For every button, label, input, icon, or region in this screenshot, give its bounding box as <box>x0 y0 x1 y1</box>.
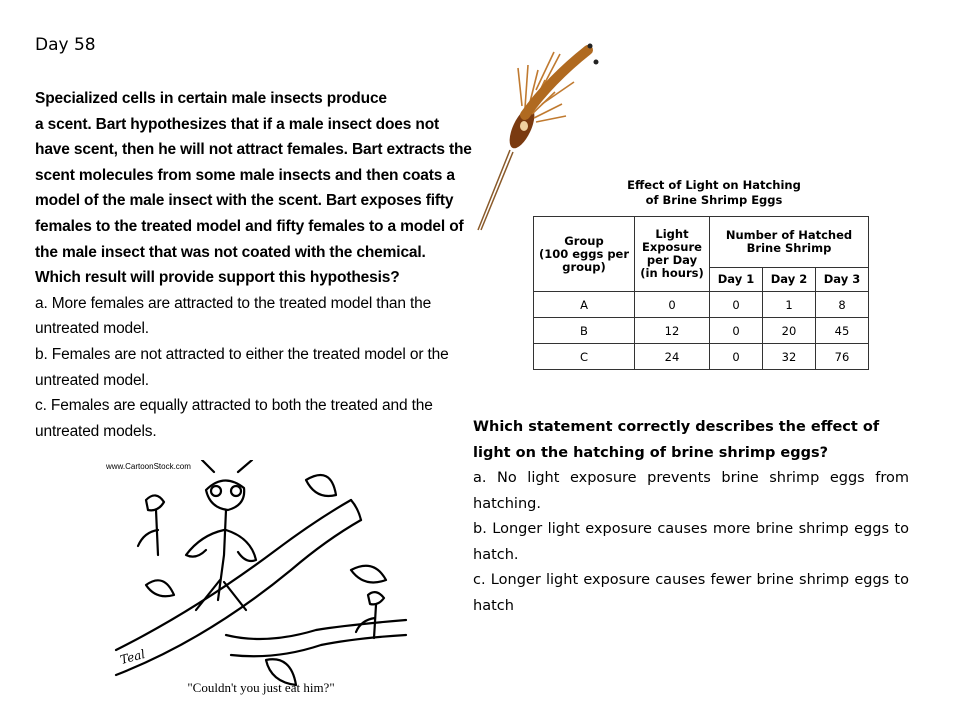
question-1-stem: Specialized cells in certain male insects produce a scent. Bart hypothesizes that if a male insect does not have scent, then he will not attract females. Bart extracts the scent molecules from some male insects and then coats a model of the male insect with the scent. Bart exposes fifty females to the treated model and fifty females to a model of the male insect that was not coated with the chemical. Which result will provide support this hypothesis? <box>35 90 472 287</box>
mantis-cartoon <box>106 460 416 705</box>
table-row <box>534 318 869 344</box>
question-1-option-a: a. More females are attracted to the treated model than the untreated model. <box>35 294 432 338</box>
brine-shrimp-illustration <box>470 40 620 240</box>
cell-day-1: 0 <box>710 344 763 370</box>
header-day-3: Day 3 <box>816 268 869 292</box>
table-row <box>534 292 869 318</box>
cell-day-2: 32 <box>763 344 816 370</box>
cell-light: 24 <box>635 344 710 370</box>
header-group: Group (100 eggs per group) <box>534 217 635 292</box>
slide-title: Day 58 <box>35 35 96 55</box>
header-hatched: Number of Hatched Brine Shrimp <box>710 217 869 268</box>
header-light-exposure: Light Exposure per Day (in hours) <box>635 217 710 292</box>
cell-light: 0 <box>635 292 710 318</box>
question-1-option-b: b. Females are not attracted to either the treated model or the untreated model. <box>35 345 449 389</box>
question-2-stem: Which statement correctly describes the effect of light on the hatching of brine shrimp eggs? <box>473 419 880 461</box>
table-title-line-1: Effect of Light on Hatching <box>627 178 801 192</box>
cartoon-credit: www.CartoonStock.com <box>106 462 191 471</box>
cell-day-3: 76 <box>816 344 869 370</box>
table-row <box>534 344 869 370</box>
table-title <box>533 178 895 208</box>
question-2-option-c: c. Longer light exposure causes fewer brine shrimp eggs to hatch <box>473 572 909 614</box>
brine-shrimp-table <box>533 216 869 370</box>
cell-light: 12 <box>635 318 710 344</box>
cartoon-signature: Teal <box>118 646 147 668</box>
question-1-option-c: c. Females are equally attracted to both the treated and the untreated models. <box>35 397 433 440</box>
question-2-option-a: a. No light exposure prevents brine shrimp eggs from hatching. <box>473 470 909 512</box>
question-1 <box>35 86 475 444</box>
question-2 <box>473 415 909 619</box>
table-title-line-2: of Brine Shrimp Eggs <box>645 193 783 207</box>
cell-group: A <box>534 292 635 318</box>
cell-day-1: 0 <box>710 292 763 318</box>
cell-day-2: 20 <box>763 318 816 344</box>
header-day-1: Day 1 <box>710 268 763 292</box>
cell-day-2: 1 <box>763 292 816 318</box>
cell-group: C <box>534 344 635 370</box>
question-2-option-b: b. Longer light exposure causes more brine shrimp eggs to hatch. <box>473 521 909 563</box>
cell-day-3: 8 <box>816 292 869 318</box>
cell-day-1: 0 <box>710 318 763 344</box>
cell-day-3: 45 <box>816 318 869 344</box>
cartoon-caption: "Couldn't you just eat him?" <box>187 680 335 695</box>
header-day-2: Day 2 <box>763 268 816 292</box>
cell-group: B <box>534 318 635 344</box>
